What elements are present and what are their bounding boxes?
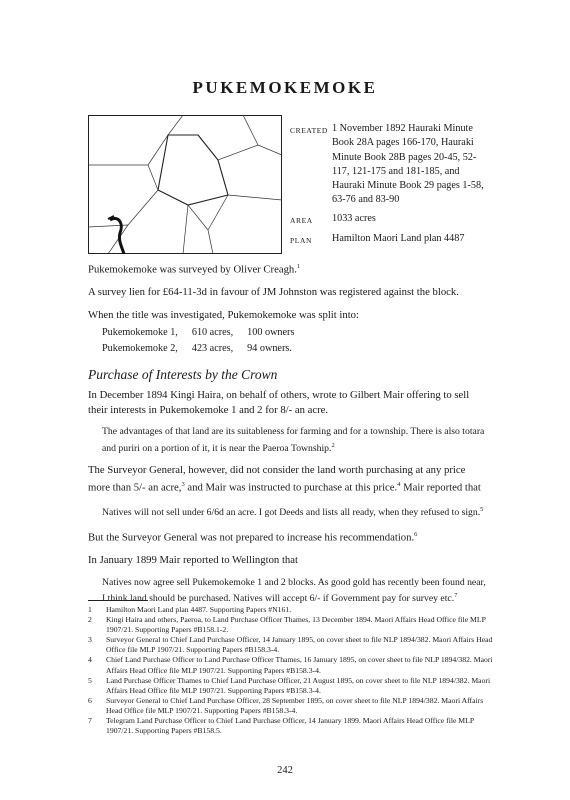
section-heading: Purchase of Interests by the Crown [88,366,278,382]
footnote: 5 Land Purchase Officer Thames to Chief Land Purchase Officer, 21 August 1895, on cover sheet to file NLP 1894/382. Maori Affairs Head Office file MLP 1907/21. Supporting Papers #B158.3-4. [88,675,491,695]
paragraph: But the Surveyor General was not prepared to increase his recommendation.$^6$ [88,530,418,544]
paragraph: When the title was investigated, Pukemokemoke was split into: [88,308,359,321]
paragraph: In January 1899 Mair reported to Wellington that [88,553,298,566]
body-text [88,260,488,614]
footnote: 4 Chief Land Purchase Officer to Land Purchase Officer Thames, 16 January 1895, on cover sheet to file NLP 1894/382. Maori Affairs Head Office file MLP 1907/21. Supporting Papers #B158.3-4. [88,655,493,675]
footnote-ref[interactable]: 6 [414,530,418,538]
block-metadata [290,122,490,252]
footnote-ref[interactable]: 3 [181,480,185,488]
paragraph: Pukemokemoke was surveyed by Oliver Creagh.$^1$ [88,263,301,276]
table-cell: Pukemokemoke 1, [102,327,178,339]
footnote: 7 Telegram Land Purchase Officer to Chief Land Purchase Officer, 14 January 1899. Maori Affairs Head Office file MLP 1907/21. Supporting Papers #B158.5. [88,716,474,736]
footnote-divider [88,600,148,601]
table-cell: 100 owners [247,327,295,339]
footnote: 3 Surveyor General to Chief Land Purchase Officer, 14 January 1895, on cover sheet to file NLP 1894/382. Maori Affairs Head Office file MLP 1907/21. Supporting Papers #B158.3-4. [88,635,493,655]
footnote: 1 Hamilton Maori Land plan 4487. Supporting Papers #N161. [88,605,292,614]
created-value: 1 November 1892 Hauraki Minute Book 28A pages 166-170, Hauraki Minute Book 28B pages 20-45, 52-117, 121-175 and 181-185, and Hauraki Minute Book 29 pages 1-58, 63-76 and 83-90 [332,123,484,206]
table-row [102,342,308,358]
area-row [290,212,490,228]
footnote: 2 Kingi Haira and others, Paeroa, to Land Purchase Officer Thames, 13 December 1894. Maori Affairs Head Office file MLP 1907/21. Supporting Papers #B158.1-2. [88,615,486,635]
footnote-ref[interactable]: 2 [331,441,335,449]
block-quote: The advantages of that land are its suitableness for farming and for a township. There is also totara and puriri on a portion of it, it is near the Paeroa Township.$^2$ [102,426,485,454]
page-title: PUKEMOKEMOKE [192,78,378,97]
area-label: AREA [290,215,313,225]
table-row [102,326,308,342]
paragraph: The Surveyor General, however, did not consider the land worth purchasing at any price more than 5/- an acre,$^3$ and Mair was instructed to purchase at this price.$^4$ Mair reported that [88,464,481,494]
table-cell: 94 owners. [247,342,292,354]
page-number: 242 [277,765,293,776]
subdivision-table [102,326,308,357]
location-map [88,115,282,254]
footnote-ref[interactable]: 1 [296,263,301,270]
block-quote: Natives now agree sell Pukemokemoke 1 and 2 blocks. As good gold has recently been found near, I think land should be purchased. Natives will accept 6/- if Government pay for survey etc.$^7$ [102,576,486,605]
footnote-ref[interactable]: 7 [454,591,458,599]
footnote: 6 Surveyor General to Chief Land Purchase Officer, 28 September 1895, on cover sheet to file NLP 1894/382. Maori Affairs Head Office file MLP 1907/21. Supporting Papers #B158.3-4. [88,695,484,715]
footnote-ref[interactable]: 4 [397,480,401,488]
paragraph: In December 1894 Kingi Haira, on behalf of others, wrote to Gilbert Mair offering to sell their interests in Pukemokemoke 1 and 2 for 8/- an acre. [88,389,470,416]
created-label: CREATED [290,126,328,135]
area-value: 1033 acres [332,212,376,224]
paragraph: A survey lien for £64-11-3d in favour of JM Johnston was registered against the block. [88,286,459,299]
block-quote: Natives will not sell under 6/6d an acre. I got Deeds and lists all ready, when they refused to sign.$^5$ [102,506,484,519]
table-cell: 423 acres, [191,342,234,354]
created-row [290,122,490,208]
plan-value: Hamilton Maori Land plan 4487 [332,233,465,245]
table-cell: 610 acres, [191,327,234,339]
footnotes [88,600,498,736]
footnote-ref[interactable]: 5 [480,506,484,514]
plan-row [290,232,490,248]
table-cell: Pukemokemoke 2, [102,342,178,354]
plan-label: PLAN [290,236,312,246]
